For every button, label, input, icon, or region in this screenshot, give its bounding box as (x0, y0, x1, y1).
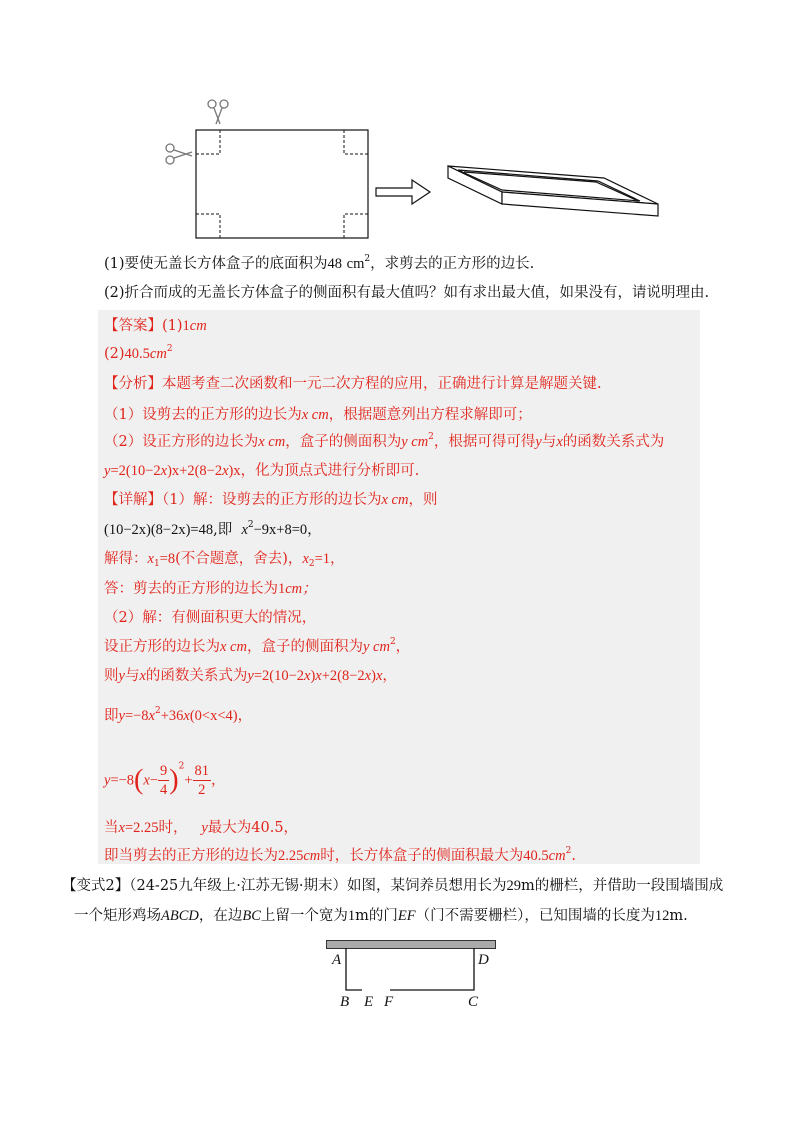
scissors-icon (208, 100, 228, 124)
detail-equation: (10−2x)(8−2x)=48,即 $x^2-9x+8=0$， (104, 520, 322, 538)
question-1: (1)要使无盖长方体盒子的底面积为48 $cm^2$，求剪去的正方形的边长. (104, 254, 535, 272)
analysis-intro: 【分析】本题考查二次函数和一元二次方程的应用，正确进行计算是解题关键. (104, 376, 602, 392)
detail-vertex-form: y=−8(x− $\frac{9}{4}$ )$^2$+ $\frac{81}{2}$ ， (104, 761, 226, 798)
label-D: D (478, 952, 489, 968)
analysis-formula: y=2(10−2x)x+2(8−2x)x，化为顶点式进行分析即可. (104, 463, 420, 479)
analysis-step-1: （1）设剪去的正方形的边长为x cm，根据题意列出方程求解即可； (104, 407, 532, 423)
scissors-icon (166, 144, 192, 164)
arrow-right-icon (376, 180, 430, 204)
label-A: A (332, 952, 342, 968)
variant-2-line-1: 【变式2】（24-25九年级上·江苏无锡·期末）如图，某饲养员想用长为29m的栅栏，并借助一段围墙围成 (62, 878, 724, 894)
analysis-step-2: （2）设正方形的边长为x cm，盒子的侧面积为y $cm^2$，根据可得可得y与x的函数关系式为 (104, 432, 665, 450)
detail-part-2: （2）解：有侧面积更大的情况， (104, 610, 317, 626)
detail-expanded: 即$y=-8x^2+36x(0<x<4)$， (104, 706, 253, 724)
open-box-3d (448, 166, 658, 216)
detail-answer-1: 答：剪去的正方形的边长为1cm； (104, 581, 317, 597)
figure-box-folding (150, 90, 670, 250)
paper-rectangle (196, 130, 368, 238)
detail-max: 当x=2.25时， y最大为40.5， (104, 820, 299, 836)
label-F: F (384, 994, 394, 1010)
variant-2-line-2: 一个矩形鸡场ABCD，在边BC上留一个宽为1m的门EF（门不需要栅栏），已知围墙的长度为12m. (74, 908, 688, 924)
detail-set: 设正方形的边长为x cm，盒子的侧面积为y $cm^2$， (104, 637, 411, 655)
label-E: E (364, 994, 374, 1010)
detail-solve: 解得：$x_1=8$(不合题意，舍去)，$x_2=1$， (104, 551, 345, 569)
label-B: B (340, 994, 350, 1010)
answer-2: $(2)40.5cm^2$ (104, 344, 173, 362)
label-C: C (468, 994, 479, 1010)
detail-relation: 则y与x的函数关系式为y=2(10−2x)x+2(8−2x)x， (104, 668, 397, 684)
answer-1: 【答案】(1)1cm (104, 318, 207, 334)
detail-conclusion: 即当剪去的正方形的边长为2.25cm时，长方体盒子的侧面积最大为$40.5cm^2$. (104, 846, 576, 864)
detail-1: 【详解】（1）解：设剪去的正方形的边长为x cm，则 (104, 492, 438, 508)
question-2: (2)折合而成的无盖长方体盒子的侧面积有最大值吗？如有求出最大值，如果没有，请说明理由. (104, 285, 710, 301)
figure-chicken-coop (320, 938, 500, 1018)
